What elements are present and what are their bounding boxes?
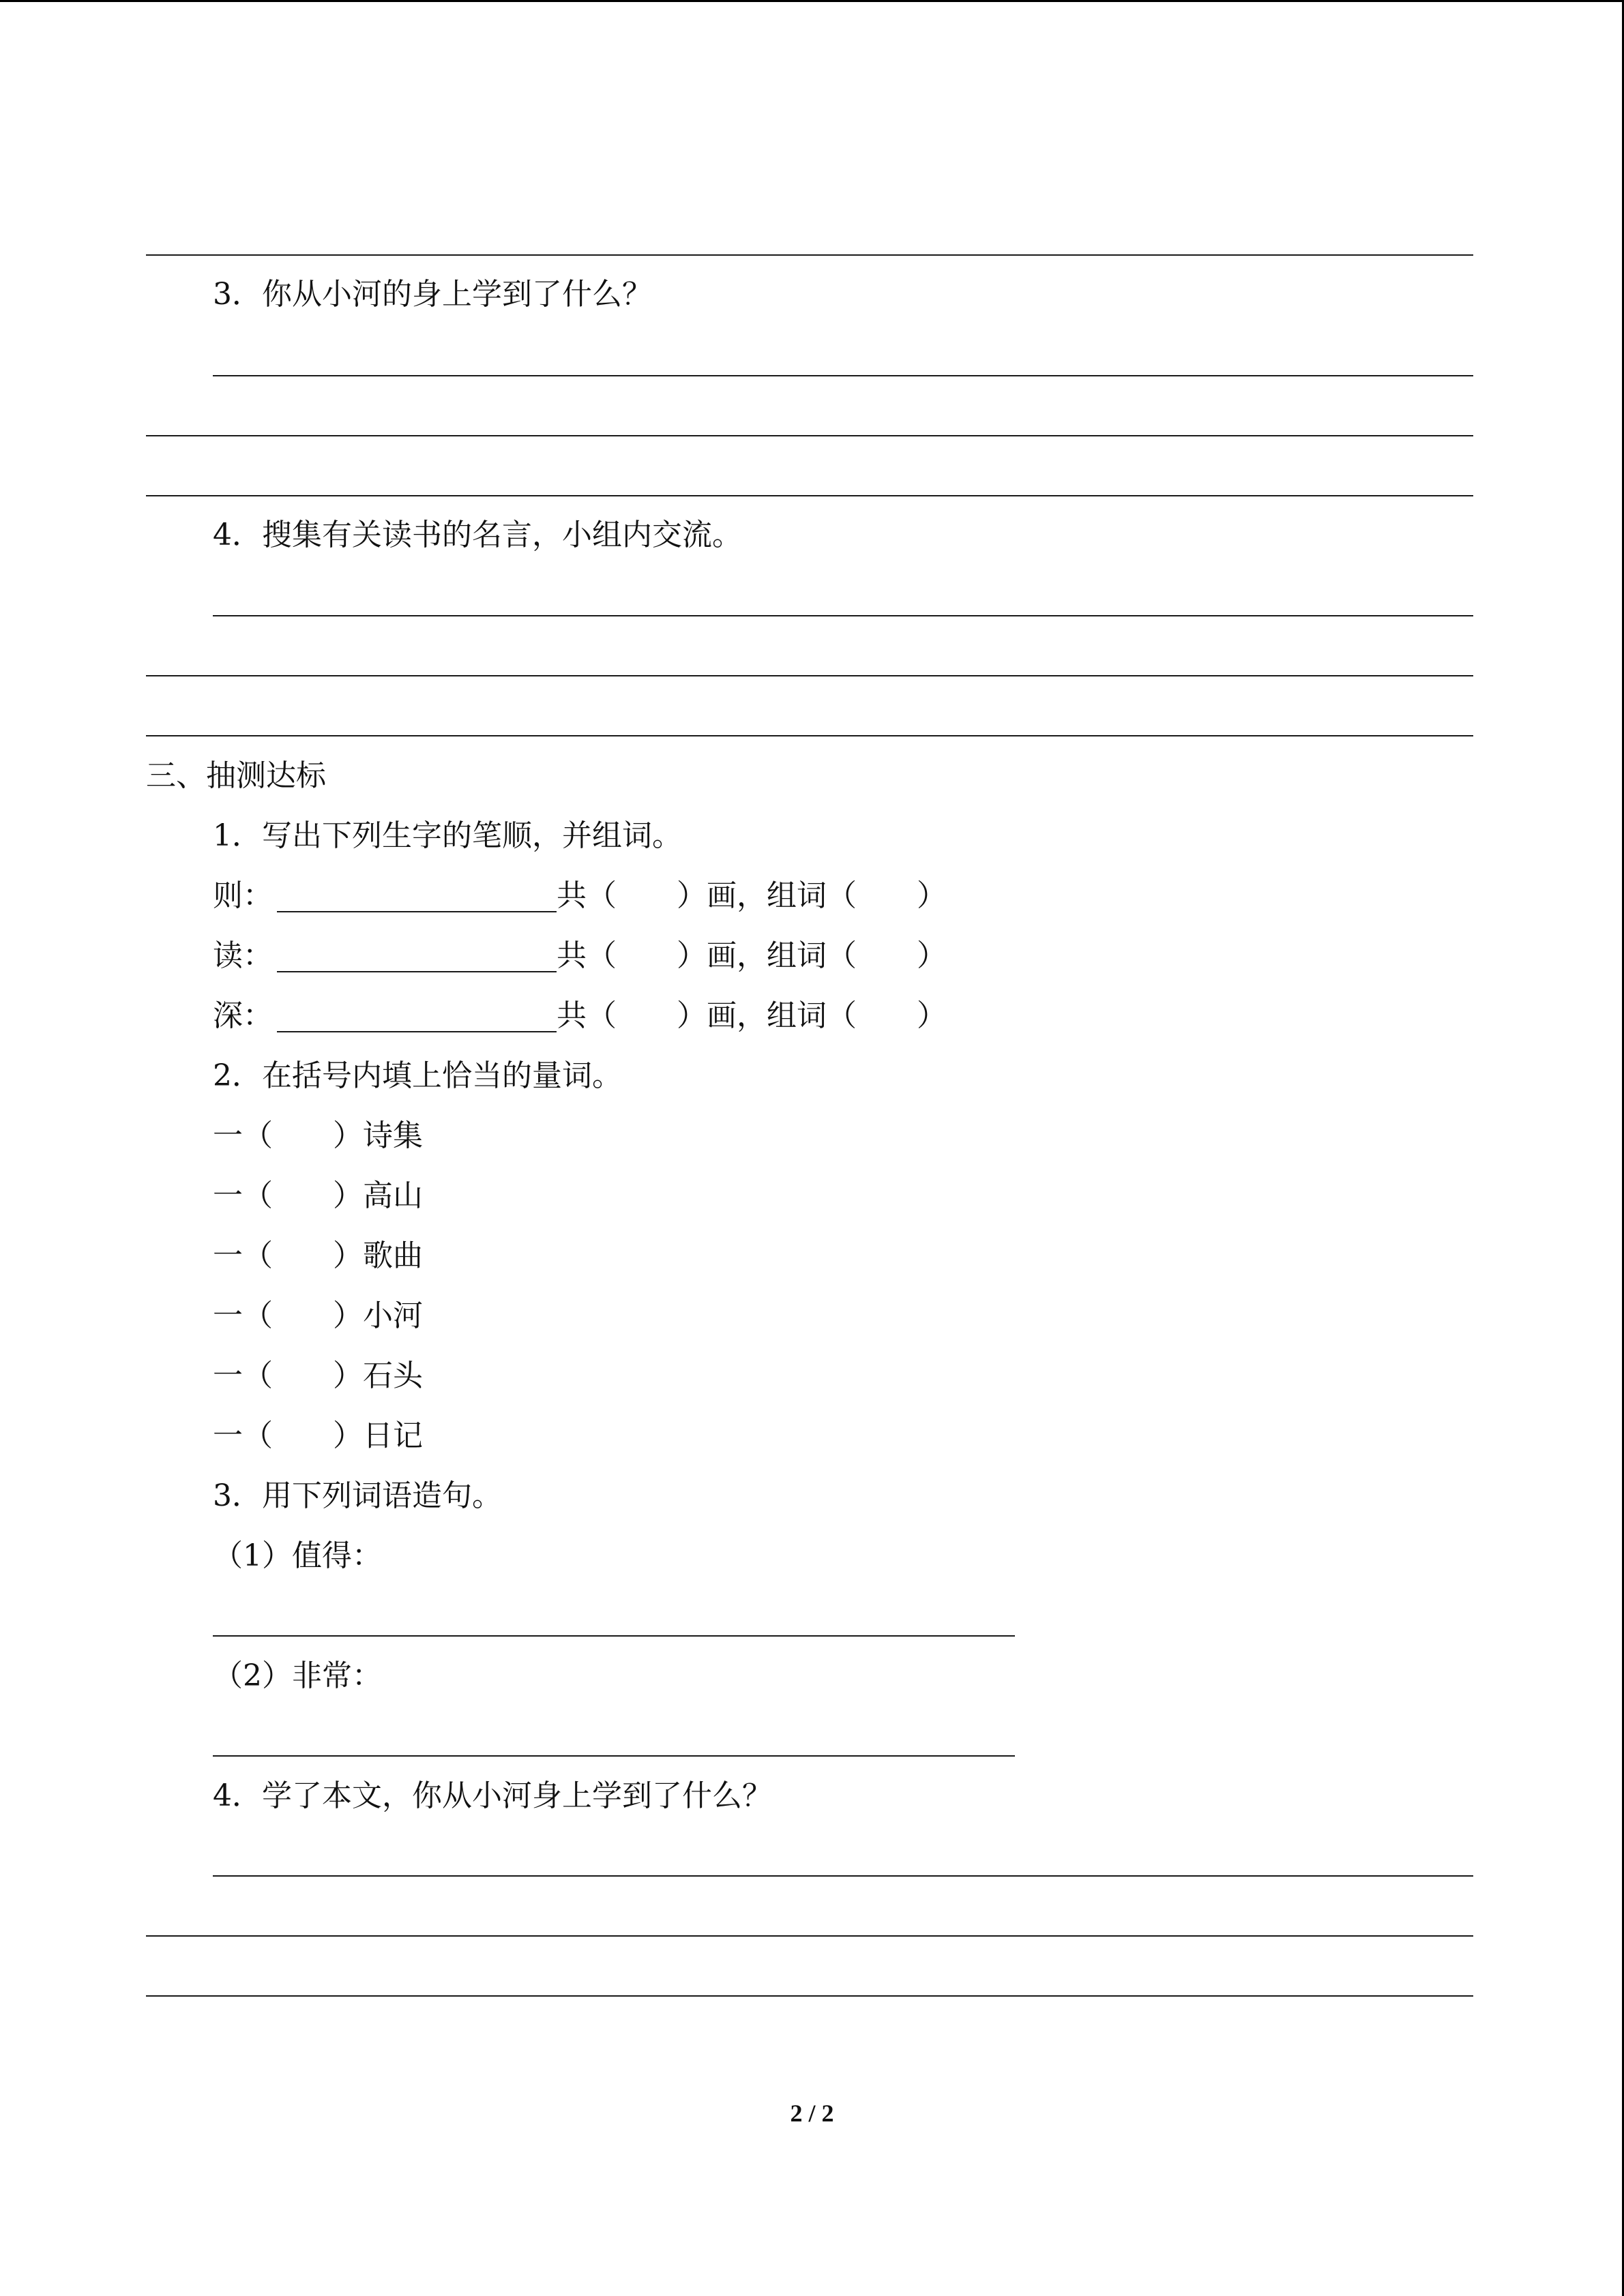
stroke-order-blank[interactable]: [277, 911, 557, 912]
s3-q1-prompt: 1．写出下列生字的笔顺，并组词。: [213, 818, 682, 853]
measure-word-item: 一（ ）歌曲: [213, 1238, 423, 1273]
measure-word-item: 一（ ）石头: [213, 1358, 423, 1393]
stroke-row-tail: 共（ ）画，组词（ ）: [557, 938, 947, 973]
measure-word-item: 一（ ）高山: [213, 1178, 423, 1213]
s3-q3-prompt: 3．用下列词语造句。: [213, 1478, 502, 1513]
section-heading: 三、抽测达标: [146, 758, 326, 793]
s3-q2-prompt: 2．在括号内填上恰当的量词。: [213, 1058, 622, 1093]
sentence-item-2: （2）非常：: [213, 1658, 382, 1693]
answer-line[interactable]: [213, 615, 1473, 616]
answer-line[interactable]: [213, 1875, 1473, 1877]
measure-word-item: 一（ ）诗集: [213, 1118, 423, 1153]
question-4-prompt: 4．搜集有关读书的名言，小组内交流。: [213, 518, 742, 552]
page-border-top: [0, 0, 1624, 2]
stroke-row-char: 深：: [213, 998, 273, 1033]
answer-line[interactable]: [146, 1935, 1473, 1937]
answer-line[interactable]: [146, 675, 1473, 676]
stroke-row-char: 读：: [213, 938, 273, 973]
question-3-prompt: 3．你从小河的身上学到了什么？: [213, 277, 652, 312]
sentence-answer-line[interactable]: [213, 1755, 1015, 1757]
measure-word-item: 一（ ）日记: [213, 1418, 423, 1453]
answer-line[interactable]: [146, 495, 1473, 496]
stroke-row-char: 则：: [213, 878, 273, 913]
sentence-answer-line[interactable]: [213, 1635, 1015, 1637]
answer-line[interactable]: [146, 735, 1473, 736]
stroke-row-tail: 共（ ）画，组词（ ）: [557, 998, 947, 1033]
answer-line[interactable]: [146, 435, 1473, 436]
s3-q4-prompt: 4．学了本文，你从小河身上学到了什么？: [213, 1778, 772, 1813]
answer-line[interactable]: [146, 254, 1473, 256]
answer-line[interactable]: [146, 1995, 1473, 1997]
stroke-row-tail: 共（ ）画，组词（ ）: [557, 878, 947, 913]
stroke-order-blank[interactable]: [277, 1031, 557, 1032]
sentence-item-1: （1）值得：: [213, 1538, 382, 1573]
page-number: 2 / 2: [790, 2100, 834, 2127]
answer-line[interactable]: [213, 375, 1473, 376]
measure-word-item: 一（ ）小河: [213, 1298, 423, 1333]
stroke-order-blank[interactable]: [277, 971, 557, 972]
